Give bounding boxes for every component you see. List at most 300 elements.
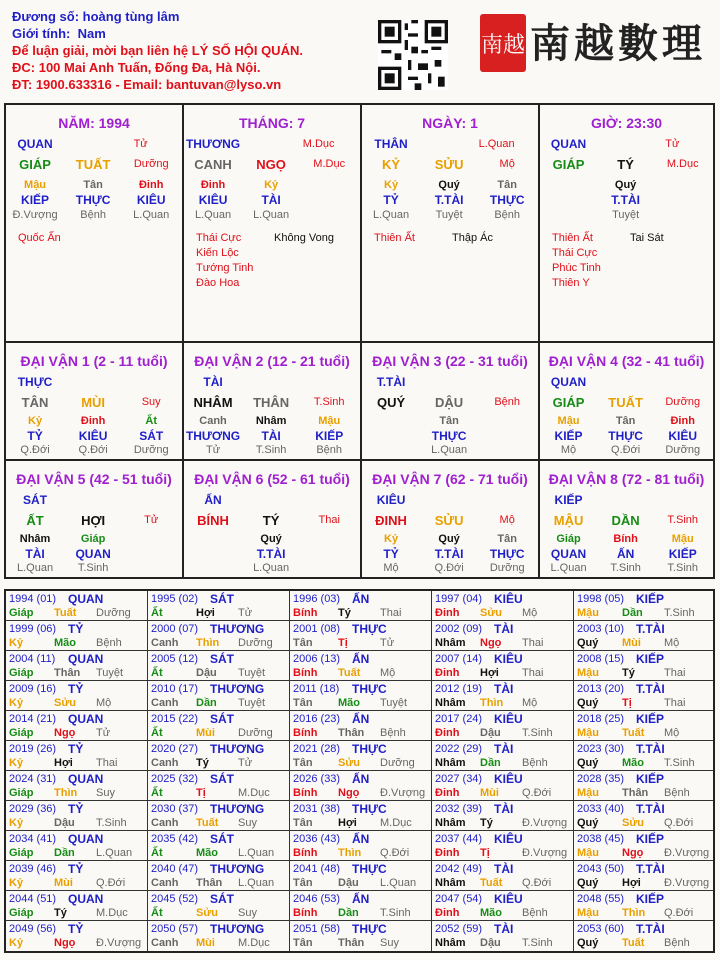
hidden-truong-sinh: Tuyệt [435,209,463,221]
year-truong-sinh: T.Sinh [96,817,127,829]
year-chi: Mùi [54,877,73,889]
dv-hidden-sao: TÀI [25,547,45,561]
year-chi: Tý [480,817,493,829]
year-can: Mậu [577,607,599,619]
dai-van-title: ĐẠI VẬN 4 (32 - 41 tuổi) [548,353,705,369]
year-truong-sinh: Q.Đới [380,847,410,859]
hidden-truong-sinh: Tuyệt [612,209,640,221]
year-chi: Thân [54,667,81,679]
dv-hidden-truong-sinh: Mộ [560,444,577,456]
year-can: Mậu [577,847,599,859]
year-cell[interactable] [6,921,148,951]
year-can: Giáp [9,667,34,679]
year-cell[interactable] [432,801,574,831]
star-bad: Thập Ác [452,232,493,244]
hidden-can: Kỷ [264,179,279,191]
year-can: Canh [151,877,179,889]
year-sao: TỶ [68,742,84,756]
year-can: Quý [577,637,599,649]
seal-logo: 南越 [480,14,526,72]
year-sao: ẤN [352,832,370,846]
year-truong-sinh: Dưỡng [380,757,415,769]
dai-van-sao: KIÊU [376,493,406,507]
year-sao: TÀI [494,622,514,636]
year-chi: Tý [338,607,351,619]
year-chi: Dần [196,697,217,709]
year-cell[interactable] [148,651,290,681]
year-cell[interactable] [574,591,713,621]
year-cell[interactable] [574,921,713,951]
year-cell[interactable] [6,741,148,771]
pillar-truong-sinh: Dưỡng [133,158,169,170]
year-truong-sinh: Thai [522,637,544,649]
year-cell[interactable] [432,681,574,711]
year-cell[interactable] [574,741,713,771]
dai-van-can: NHÂM [193,395,233,410]
dai-van-chi: TÝ [262,513,280,528]
year-chi: Sửu [622,817,645,829]
year-can: Tân [293,937,313,949]
year-cell[interactable] [290,771,432,801]
year-cell[interactable] [432,651,574,681]
qr-code-icon[interactable] [378,20,448,90]
dv-hidden-sao: KIẾP [315,429,344,443]
pillar-cell [6,105,184,343]
year-cell[interactable] [432,861,574,891]
year-can: Kỷ [9,637,24,649]
dai-van-chi: TUẤT [608,395,643,410]
dai-van-can: BÍNH [197,513,229,528]
hidden-sao: THỰC [489,193,525,207]
year-truong-sinh: Đ.Vượng [664,847,710,859]
year-sao: TỶ [68,862,84,876]
year-chi: Dậu [54,817,75,829]
pillar-title: GIỜ: 23:30 [590,115,663,131]
year-cell[interactable] [148,891,290,921]
year-cell[interactable] [574,861,713,891]
year-cell[interactable] [290,681,432,711]
year-cell[interactable] [6,711,148,741]
year-can: Giáp [9,907,34,919]
dv-hidden-truong-sinh: L.Quan [431,444,468,456]
year-label: 2020 (27) [151,743,199,755]
year-cell[interactable] [6,861,148,891]
dai-van-title: ĐẠI VẬN 5 (42 - 51 tuổi) [16,471,172,487]
year-cell[interactable] [6,891,148,921]
year-label: 2009 (16) [9,683,57,695]
year-sao: QUAN [68,652,104,666]
year-cell[interactable] [148,621,290,651]
dv-hidden-can: Canh [199,415,227,427]
year-sao: KIÊU [494,772,523,786]
year-label: 2031 (38) [293,803,341,815]
dv-hidden-can: Tân [497,533,517,545]
year-can: Đinh [435,607,460,619]
year-truong-sinh: Bệnh [664,937,690,949]
dai-van-chi: MÙI [81,395,106,410]
year-chi: Tuất [196,817,219,829]
year-label: 2039 (46) [9,863,57,875]
dai-van-sao: T.TÀI [376,375,406,389]
dai-van-cell [362,343,540,461]
year-chi: Mùi [480,787,499,799]
pillar-can: GIÁP [552,157,585,172]
pillar-sao-right: M.Dục [302,138,335,150]
year-truong-sinh: Suy [238,817,257,829]
year-label: 2002 (09) [435,623,483,635]
year-label: 1997 (04) [435,593,483,605]
year-chi: Ngọ [622,847,644,859]
year-sao: KIẾP [636,832,665,846]
year-label: 2042 (49) [435,863,483,875]
year-sao: QUAN [68,712,104,726]
year-cell[interactable] [148,771,290,801]
year-chi: Dần [480,757,501,769]
dv-hidden-truong-sinh: L.Quan [253,562,290,574]
year-can: Canh [151,757,179,769]
year-sao: SÁT [210,652,234,666]
year-can: Quý [577,937,599,949]
year-sao: TỶ [68,622,84,636]
dv-hidden-can: Mậu [318,415,341,427]
dv-hidden-sao: TỶ [27,429,43,443]
year-can: Kỷ [9,877,24,889]
pillar-cell [362,105,540,343]
year-can: Nhâm [435,757,466,769]
year-sao: KIẾP [636,772,665,786]
year-chi: Tuất [54,607,77,619]
year-label: 2019 (26) [9,743,57,755]
year-cell[interactable] [148,711,290,741]
year-truong-sinh: T.Sinh [664,757,695,769]
year-sao: QUAN [68,592,104,606]
year-cell[interactable] [432,621,574,651]
year-cell[interactable] [290,591,432,621]
year-chi: Sửu [480,607,503,619]
star-good: Tướng Tinh [196,262,254,274]
year-truong-sinh: T.Sinh [522,937,553,949]
pillar-truong-sinh: M.Dục [313,158,346,170]
year-chi: Mão [480,907,502,919]
year-cell[interactable] [148,591,290,621]
year-cell[interactable] [574,651,713,681]
year-label: 2025 (32) [151,773,199,785]
year-chi: Tuất [338,667,361,679]
year-label: 2040 (47) [151,863,199,875]
hidden-truong-sinh: L.Quan [133,209,170,221]
year-can: Nhâm [435,877,466,889]
year-truong-sinh: Tuyệt [238,697,266,709]
year-chi: Thân [196,877,223,889]
year-cell[interactable] [574,711,713,741]
year-chi: Ngọ [54,727,76,739]
dv-hidden-can: Nhâm [255,415,287,427]
hidden-sao: T.TÀI [434,193,464,207]
year-can: Đinh [435,907,460,919]
year-cell[interactable] [6,801,148,831]
dai-van-cell [6,461,184,579]
year-chi: Hợi [196,607,215,619]
year-can: Bính [293,667,318,679]
year-label: 1994 (01) [9,593,57,605]
year-truong-sinh: Q.Đới [522,787,552,799]
dv-hidden-truong-sinh: Tử [205,444,221,456]
year-sao: THƯƠNG [210,742,265,756]
year-sao: QUAN [68,892,104,906]
year-truong-sinh: Suy [238,907,257,919]
year-sao: TÀI [494,802,514,816]
dai-van-can: ĐINH [375,513,407,528]
year-cell[interactable] [432,741,574,771]
star-good: Thiên Ất [374,232,415,244]
year-cell[interactable] [290,711,432,741]
year-sao: KIÊU [494,592,523,606]
dv-hidden-truong-sinh: Q.Đới [434,562,464,574]
year-label: 2004 (11) [9,653,56,665]
year-label: 2051 (58) [293,923,341,935]
year-cell[interactable] [6,621,148,651]
dai-van-can: TÂN [21,395,49,410]
year-label: 2026 (33) [293,773,341,785]
dv-hidden-sao: T.TÀI [434,547,464,561]
year-sao: T.TÀI [636,742,665,756]
year-chi: Dậu [338,877,359,889]
year-cell[interactable] [432,591,574,621]
year-cell[interactable] [574,681,713,711]
dv-hidden-can: Tân [439,415,459,427]
year-truong-sinh: Tuyệt [96,667,124,679]
year-cell[interactable] [574,891,713,921]
year-truong-sinh: Mộ [522,607,538,619]
gender-label: Giới tính: [12,26,71,41]
year-cell[interactable] [432,831,574,861]
pillar-sao-right: Tử [133,138,148,150]
year-cell[interactable] [148,681,290,711]
year-chi: Tị [196,787,206,799]
year-sao: THỰC [352,682,387,696]
hidden-sao: TỶ [383,193,399,207]
year-sao: T.TÀI [636,802,665,816]
year-cell[interactable] [432,921,574,951]
year-truong-sinh: T.Sinh [380,907,411,919]
hidden-can: Quý [438,179,460,191]
star-good: Thái Cực [196,232,242,244]
year-truong-sinh: Tử [238,607,253,619]
year-sao: THỰC [352,742,387,756]
year-sao: THỰC [352,802,387,816]
dv-hidden-sao: KIẾP [668,547,697,561]
year-truong-sinh: Bệnh [664,787,690,799]
year-can: Canh [151,937,179,949]
year-sao: TỶ [68,682,84,696]
year-cell[interactable] [290,891,432,921]
dai-van-title: ĐẠI VẬN 1 (2 - 11 tuổi) [20,353,168,369]
hidden-sao: KIẾP [21,193,50,207]
dv-hidden-truong-sinh: Q.Đới [611,444,641,456]
year-truong-sinh: Dưỡng [96,607,131,619]
year-label: 2035 (42) [151,833,199,845]
year-label: 2006 (13) [293,653,341,665]
dai-van-cell [540,343,713,461]
year-cell[interactable] [6,591,148,621]
year-truong-sinh: Mộ [664,727,680,739]
year-cell[interactable] [6,651,148,681]
year-cell[interactable] [148,861,290,891]
year-chi: Mùi [196,937,215,949]
year-label: 2030 (37) [151,803,199,815]
year-can: Đinh [435,787,460,799]
year-cell[interactable] [290,651,432,681]
year-sao: KIÊU [494,892,523,906]
year-chi: Tị [480,847,490,859]
year-truong-sinh: M.Dục [96,907,128,919]
dv-hidden-can: Quý [438,533,460,545]
year-cell[interactable] [290,741,432,771]
year-truong-sinh: T.Sinh [522,727,553,739]
year-truong-sinh: Đ.Vượng [380,787,426,799]
dv-hidden-can: Giáp [556,533,581,545]
year-label: 2001 (08) [293,623,341,635]
dv-hidden-can: Đinh [670,415,695,427]
dv-hidden-truong-sinh: L.Quan [550,562,587,574]
dai-van-truong-sinh: Dưỡng [665,396,701,408]
year-cell[interactable] [574,831,713,861]
star-good: Đào Hoa [196,277,240,289]
year-sao: THỰC [352,922,387,936]
dv-hidden-truong-sinh: L.Quan [16,562,54,574]
year-cell[interactable] [432,891,574,921]
year-sao: THƯƠNG [210,682,265,696]
dai-van-chi: SỬU [434,513,464,528]
dai-van-sao: THỰC [17,375,53,389]
year-sao: KIÊU [494,832,523,846]
dv-hidden-sao: THỰC [489,547,525,561]
dai-van-truong-sinh: Suy [141,396,161,408]
year-truong-sinh: Bệnh [522,757,548,769]
year-truong-sinh: Q.Đới [96,877,126,889]
year-chi: Tý [622,667,635,679]
pillar-chi: SỬU [434,157,464,172]
dai-van-title: ĐẠI VẬN 7 (62 - 71 tuổi) [372,471,528,487]
pillar-can: CANH [194,157,232,172]
year-label: 2052 (59) [435,923,483,935]
year-truong-sinh: Suy [96,787,115,799]
year-truong-sinh: Mộ [380,667,396,679]
year-cell[interactable] [148,831,290,861]
star-good: Thái Cực [552,247,598,259]
hidden-can: Tân [83,179,103,191]
year-chi: Tuất [622,727,645,739]
year-can: Ất [151,667,163,679]
hidden-truong-sinh: Bệnh [494,209,521,221]
year-sao: TÀI [494,682,514,696]
year-sao: T.TÀI [636,922,665,936]
pillar-truong-sinh: M.Dục [666,158,699,170]
star-bad: Tai Sát [630,232,664,244]
year-cell[interactable] [290,801,432,831]
dai-van-cell [362,461,540,579]
star-good: Phúc Tinh [552,262,601,274]
pillar-cell [184,105,362,343]
dai-van-chi: DẦN [611,513,640,528]
year-chi: Sửu [196,907,219,919]
year-can: Mậu [577,727,599,739]
year-truong-sinh: L.Quan [238,877,275,889]
year-cell[interactable] [290,621,432,651]
year-cell[interactable] [574,621,713,651]
dv-hidden-truong-sinh: Dưỡng [665,444,701,456]
year-chi: Thân [338,727,365,739]
year-cell[interactable] [290,921,432,951]
year-label: 2008 (15) [577,653,625,665]
dv-hidden-sao: KIÊU [668,429,698,443]
dai-van-truong-sinh: Mộ [499,514,515,526]
year-truong-sinh: L.Quan [238,847,275,859]
year-cell[interactable] [432,711,574,741]
dv-hidden-sao: QUAN [550,547,587,561]
year-chi: Thìn [480,697,504,709]
year-truong-sinh: Thai [96,757,118,769]
year-cell[interactable] [290,831,432,861]
dv-hidden-truong-sinh: Dưỡng [133,444,169,456]
year-can: Ất [151,847,163,859]
year-cell[interactable] [432,771,574,801]
year-can: Giáp [9,607,34,619]
dai-van-cell [184,461,362,579]
year-chi: Thân [622,787,649,799]
owner-label: Đương số: [12,9,80,24]
year-cell[interactable] [148,921,290,951]
pillar-sao-left: THÂN [374,137,408,151]
dv-hidden-sao: THƯƠNG [185,429,241,443]
year-label: 2036 (43) [293,833,341,845]
year-cell[interactable] [6,771,148,801]
year-cell[interactable] [290,861,432,891]
year-chi: Ngọ [480,637,502,649]
dv-hidden-sao: SÁT [139,429,164,443]
year-can: Bính [293,907,318,919]
year-chi: Sửu [338,757,361,769]
phone-email-line: ĐT: 1900.633316 - Email: bantuvan@lyso.vn [12,77,282,92]
year-sao: SÁT [210,832,234,846]
year-cell[interactable] [574,771,713,801]
year-can: Bính [293,727,318,739]
dai-van-can: ẤT [26,513,44,528]
year-sao: ẤN [352,652,370,666]
year-truong-sinh: M.Dục [380,817,412,829]
year-cell[interactable] [6,681,148,711]
year-truong-sinh: Thai [380,607,402,619]
year-chi: Dậu [196,667,217,679]
pillar-sao-right: Tử [665,138,680,150]
year-chi: Tuất [480,877,503,889]
year-truong-sinh: Bệnh [96,637,122,649]
year-cell[interactable] [6,831,148,861]
year-cell[interactable] [148,801,290,831]
year-can: Mậu [577,907,599,919]
dv-hidden-can: Nhâm [19,533,51,545]
year-cell[interactable] [574,801,713,831]
year-label: 2034 (41) [9,833,57,845]
year-chi: Thìn [338,847,362,859]
year-label: 2028 (35) [577,773,625,785]
year-truong-sinh: Thai [664,667,686,679]
dai-van-cell [540,461,713,579]
dv-hidden-sao: KIẾP [554,429,583,443]
year-cell[interactable] [148,741,290,771]
year-truong-sinh: Bệnh [522,907,548,919]
year-can: Quý [577,877,599,889]
